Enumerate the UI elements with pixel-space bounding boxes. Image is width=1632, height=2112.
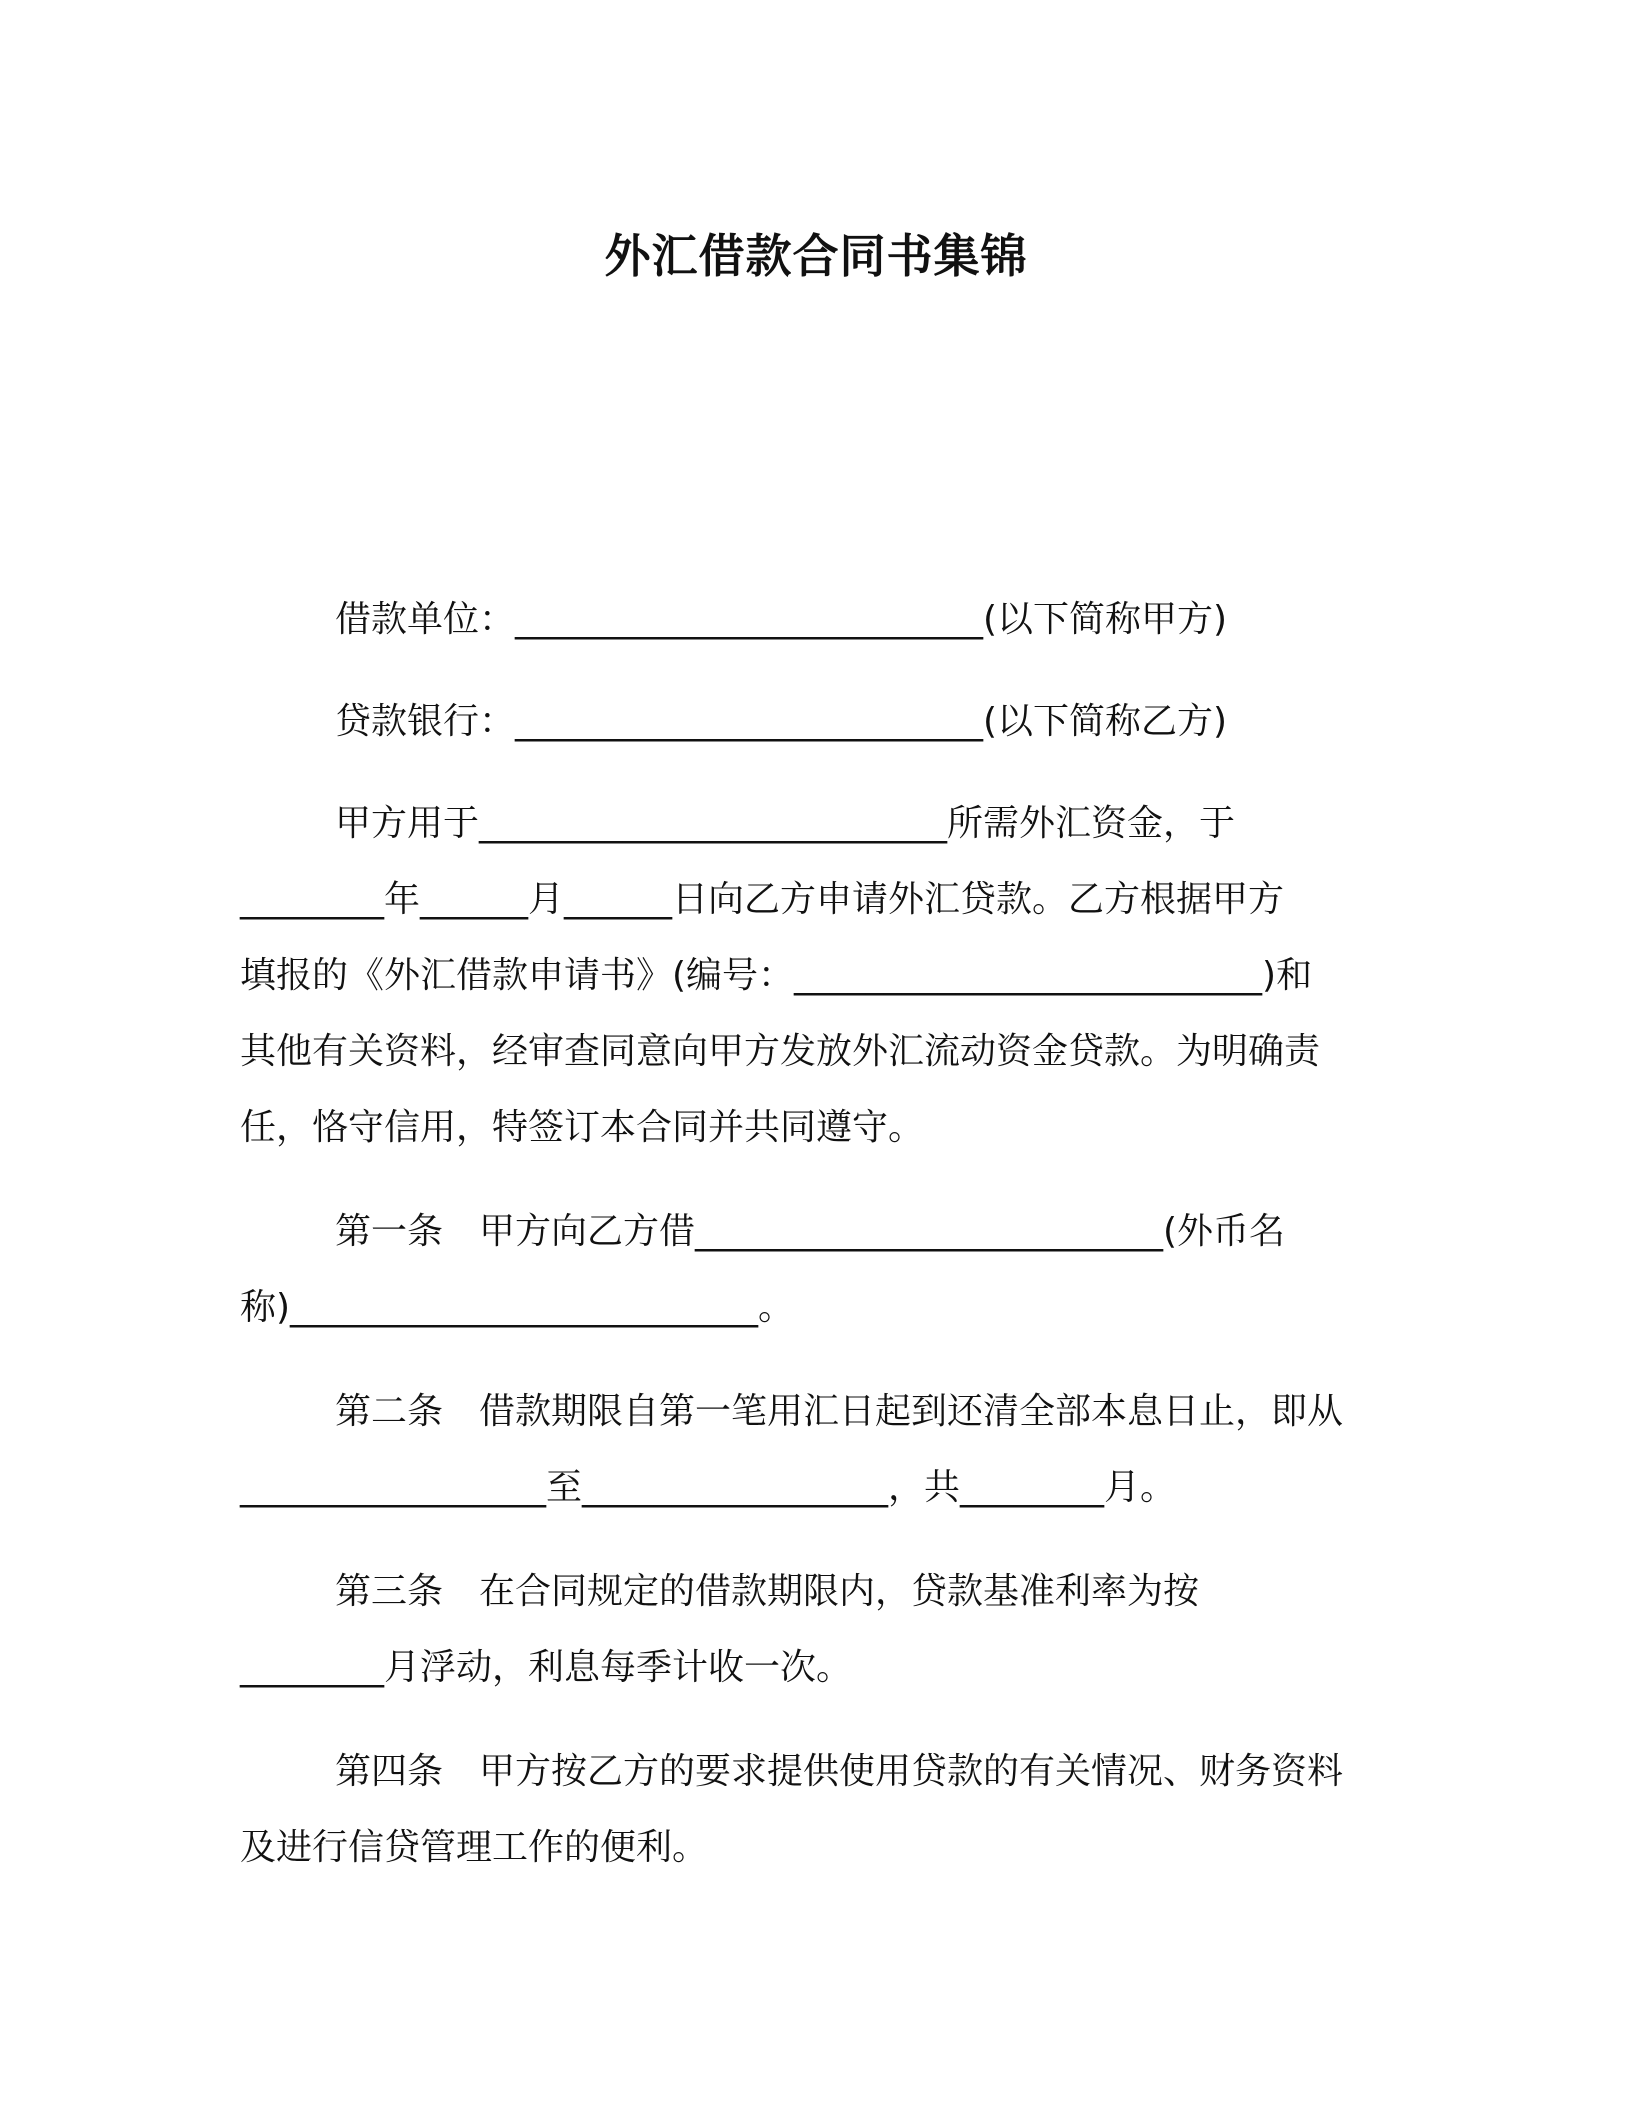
- article-3-line: ________月浮动，利息每季计收一次。: [240, 1647, 853, 1688]
- paragraph-line: 甲方用于__________________________所需外汇资金，于: [335, 803, 1236, 844]
- paragraph-line: 任，恪守信用，特签订本合同并共同遵守。: [240, 1107, 925, 1148]
- article-1-line: 称)__________________________。: [240, 1287, 795, 1328]
- borrower-line: 借款单位：__________________________(以下简称甲方): [335, 599, 1228, 640]
- paragraph-line: 其他有关资料，经审查同意向甲方发放外汇流动资金贷款。为明确责: [240, 1031, 1321, 1072]
- article-1-line: 第一条 甲方向乙方借__________________________(外币名: [335, 1211, 1286, 1252]
- article-2-line: _________________至_________________，共________月。: [240, 1467, 1176, 1508]
- article-4-line: 及进行信贷管理工作的便利。: [240, 1827, 709, 1868]
- article-4-line: 第四条 甲方按乙方的要求提供使用贷款的有关情况、财务资料: [335, 1751, 1344, 1792]
- article-2-line: 第二条 借款期限自第一笔用汇日起到还清全部本息日止，即从: [335, 1391, 1344, 1432]
- paragraph-line: ________年______月______日向乙方申请外汇贷款。乙方根据甲方: [240, 879, 1285, 920]
- document-title: 外汇借款合同书集锦: [604, 229, 1028, 283]
- article-3-line: 第三条 在合同规定的借款期限内，贷款基准利率为按: [335, 1571, 1200, 1612]
- paragraph-line: 填报的《外汇借款申请书》(编号：__________________________)和: [240, 955, 1313, 996]
- lender-line: 贷款银行：__________________________(以下简称乙方): [335, 701, 1228, 742]
